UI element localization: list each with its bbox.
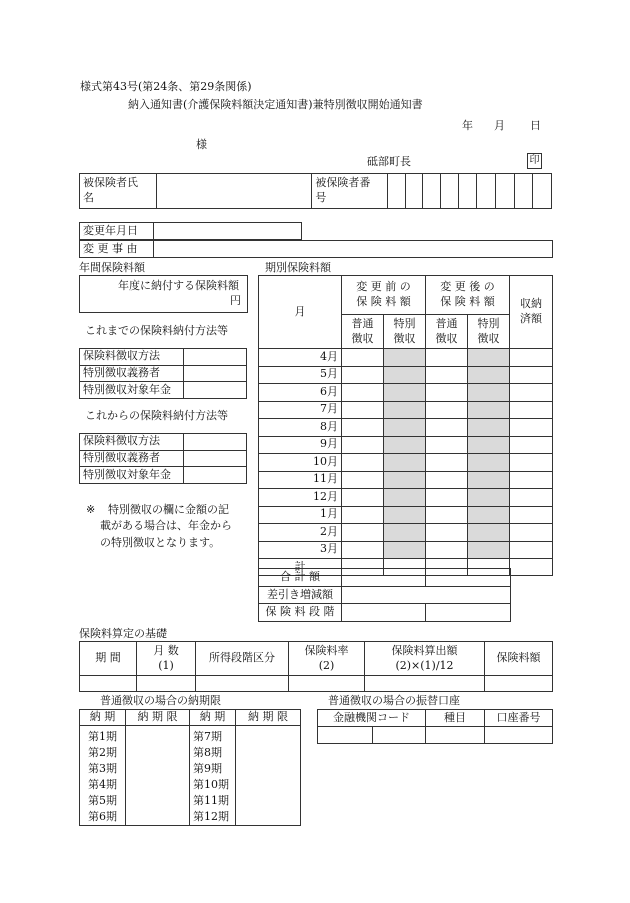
target-pension-field[interactable] [184, 382, 247, 399]
month-row [259, 471, 553, 489]
periodic-premium-heading: 期別保険料額 [265, 261, 331, 274]
amount-cell[interactable] [426, 419, 468, 437]
months-field[interactable] [137, 676, 196, 692]
insured-number-digit[interactable] [405, 174, 423, 209]
amount-cell[interactable] [510, 524, 553, 542]
month-rows [259, 349, 553, 559]
month-row [259, 436, 553, 454]
month-row [259, 524, 553, 542]
month-row [259, 419, 553, 437]
amount-cell[interactable] [510, 489, 553, 507]
annual-premium-box[interactable] [79, 275, 248, 313]
amount-cell[interactable] [468, 541, 510, 559]
collection-method-field[interactable] [184, 434, 247, 451]
month-label: 4月 [259, 349, 342, 367]
amount-cell[interactable] [426, 436, 468, 454]
special-collection-header: 特別 徴収 [468, 315, 510, 349]
amount-cell[interactable] [510, 541, 553, 559]
amount-cell[interactable] [426, 384, 468, 402]
methods-after-heading: これからの保険料納付方法等 [85, 409, 228, 422]
month-row [259, 349, 553, 367]
amount-cell[interactable] [384, 349, 426, 367]
stage-before[interactable] [342, 604, 426, 622]
target-pension-label: 特別徴収対象年金 [80, 467, 184, 484]
month-row [259, 541, 553, 559]
normal-collection-header: 普通 徴収 [426, 315, 468, 349]
month-row [259, 384, 553, 402]
month-label: 2月 [259, 524, 342, 542]
month-label: 5月 [259, 366, 342, 384]
collection-method-field[interactable] [184, 349, 247, 366]
amount-cell[interactable] [510, 506, 553, 524]
amount-cell[interactable] [510, 419, 553, 437]
note-line: の特別徴収となります。 [100, 536, 221, 549]
total-label: 計 [259, 559, 342, 576]
insured-number-digit[interactable] [533, 174, 552, 209]
target-pension-field[interactable] [184, 467, 247, 484]
month-row [259, 454, 553, 472]
note-line: 特別徴収の欄に金額の記 [108, 503, 229, 516]
insured-number-digit[interactable] [458, 174, 477, 209]
amount-cell[interactable] [342, 419, 384, 437]
month-label: 10月 [259, 454, 342, 472]
after-change-header: 変 更 後 の 保 険 料 額 [426, 276, 510, 315]
amount-cell[interactable] [384, 366, 426, 384]
period-field[interactable] [80, 676, 137, 692]
amount-cell[interactable] [384, 419, 426, 437]
bank-code-header: 金融機関コード [318, 710, 426, 727]
amount-cell[interactable] [468, 489, 510, 507]
form-number: 様式第43号(第24条、第29条関係) [80, 80, 252, 93]
calc-amount-field[interactable] [365, 676, 485, 692]
deadline-dates-right[interactable] [236, 726, 301, 826]
account-type-header: 種目 [426, 710, 485, 727]
month-row [259, 489, 553, 507]
deadline-period-header: 納 期 [190, 710, 236, 726]
basis-table [79, 641, 553, 692]
amount-cell[interactable] [342, 541, 384, 559]
amount-cell[interactable] [426, 506, 468, 524]
grand-total-before[interactable] [342, 569, 426, 587]
deadline-period-header: 納 期 [80, 710, 126, 726]
normal-collection-header: 普通 徴収 [342, 315, 384, 349]
special-collection-header: 特別 徴収 [384, 315, 426, 349]
insured-name-label: 被保険者氏 名 [80, 174, 157, 209]
date-year: 年 [462, 119, 473, 132]
collected-header: 収納 済額 [510, 276, 553, 349]
methods-before-heading: これまでの保険料納付方法等 [85, 324, 228, 337]
amount-cell[interactable] [384, 541, 426, 559]
deadlines-heading: 普通徴収の場合の納期限 [100, 694, 221, 707]
amount-cell[interactable] [468, 524, 510, 542]
date-month: 月 [494, 119, 505, 132]
amount-cell[interactable] [342, 384, 384, 402]
change-date-field[interactable] [154, 223, 302, 240]
deadline-periods-left: 第1期 第2期 第3期 第4期 第5期 第6期 [80, 726, 126, 826]
seal-mark: 印 [527, 153, 542, 169]
insured-number-label: 被保険者番 号 [312, 174, 388, 209]
grand-total-label: 合 計 額 [259, 569, 342, 587]
months-header: 月 数 (1) [137, 642, 196, 676]
methods-after-table [79, 433, 247, 484]
income-stage-field[interactable] [196, 676, 289, 692]
amount-cell[interactable] [468, 349, 510, 367]
insured-number-digit[interactable] [514, 174, 533, 209]
issuer-name: 砥部町長 [367, 155, 411, 168]
change-date-table [79, 222, 302, 240]
amount-cell[interactable] [468, 401, 510, 419]
month-header: 月 [259, 276, 342, 349]
amount-cell[interactable] [342, 401, 384, 419]
month-label: 11月 [259, 471, 342, 489]
amount-cell[interactable] [384, 506, 426, 524]
deadlines-table [79, 709, 301, 826]
amount-cell[interactable] [468, 384, 510, 402]
amount-cell[interactable] [342, 454, 384, 472]
amount-cell[interactable] [426, 349, 468, 367]
amount-cell[interactable] [468, 454, 510, 472]
difference-label: 差引き増減額 [259, 586, 342, 604]
income-stage-header: 所得段階区分 [196, 642, 289, 676]
amount-cell[interactable] [426, 541, 468, 559]
amount-cell[interactable] [426, 524, 468, 542]
premium-amount-field[interactable] [485, 676, 553, 692]
amount-cell[interactable] [342, 506, 384, 524]
deadline-date-header: 納 期 限 [126, 710, 190, 726]
amount-cell[interactable] [426, 366, 468, 384]
insured-number-digit[interactable] [495, 174, 514, 209]
month-label: 8月 [259, 419, 342, 437]
amount-cell[interactable] [510, 471, 553, 489]
collection-method-label: 保険料徴収方法 [80, 349, 184, 366]
special-collector-label: 特別徴収義務者 [80, 450, 184, 467]
account-number-field[interactable] [485, 727, 553, 744]
date-day: 日 [530, 119, 541, 132]
summary-table [258, 568, 511, 622]
amount-cell[interactable] [510, 366, 553, 384]
change-reason-table [79, 240, 553, 258]
amount-cell[interactable] [468, 419, 510, 437]
month-label: 6月 [259, 384, 342, 402]
bank-table [317, 709, 553, 744]
before-change-header: 変 更 前 の 保 険 料 額 [342, 276, 426, 315]
deadline-date-header: 納 期 限 [236, 710, 301, 726]
amount-cell[interactable] [426, 471, 468, 489]
month-row [259, 401, 553, 419]
month-label: 1月 [259, 506, 342, 524]
amount-cell[interactable] [342, 489, 384, 507]
amount-cell[interactable] [342, 366, 384, 384]
branch-code-field[interactable] [373, 727, 426, 744]
document-title: 納入通知書(介護保険料額決定通知書)兼特別徴収開始通知書 [128, 98, 423, 111]
annual-premium-heading: 年間保険料額 [79, 261, 145, 274]
month-label: 3月 [259, 541, 342, 559]
periodic-premium-table [258, 275, 553, 576]
insured-number-digit[interactable] [388, 174, 406, 209]
recipient-sama: 様 [196, 138, 207, 151]
bank-heading: 普通徴収の場合の振替口座 [328, 694, 460, 707]
amount-cell[interactable] [510, 559, 553, 576]
amount-cell[interactable] [384, 436, 426, 454]
change-date-label: 変更年月日 [80, 223, 154, 240]
insured-number-digit[interactable] [440, 174, 458, 209]
month-label: 7月 [259, 401, 342, 419]
special-collector-label: 特別徴収義務者 [80, 365, 184, 382]
yen-unit: 円 [230, 294, 241, 307]
amount-cell[interactable] [510, 349, 553, 367]
annual-premium-label: 年度に納付する保険料額 [118, 279, 239, 292]
insured-info-table [79, 173, 552, 209]
basis-heading: 保険料算定の基礎 [79, 627, 167, 640]
bank-code-field[interactable] [318, 727, 373, 744]
insured-number-digit[interactable] [477, 174, 496, 209]
amount-cell[interactable] [510, 401, 553, 419]
amount-cell[interactable] [384, 384, 426, 402]
note-line: 載がある場合は、年金から [100, 519, 232, 532]
account-type-field[interactable] [426, 727, 485, 744]
grand-total-after[interactable] [426, 569, 511, 587]
stage-after[interactable] [426, 604, 511, 622]
account-number-header: 口座番号 [485, 710, 553, 727]
amount-cell[interactable] [384, 489, 426, 507]
amount-cell[interactable] [468, 366, 510, 384]
insured-number-digit[interactable] [423, 174, 441, 209]
special-collector-field[interactable] [184, 365, 247, 382]
deadline-periods-right: 第7期 第8期 第9期 第10期 第11期 第12期 [190, 726, 236, 826]
change-reason-label: 変 更 事 由 [80, 241, 154, 258]
premium-amount-header: 保険料額 [485, 642, 553, 676]
calc-amount-header: 保険料算出額 (2)×(1)/12 [365, 642, 485, 676]
amount-cell[interactable] [384, 471, 426, 489]
amount-cell[interactable] [342, 349, 384, 367]
amount-cell[interactable] [384, 454, 426, 472]
rate-header: 保険料率 (2) [289, 642, 365, 676]
amount-cell[interactable] [510, 454, 553, 472]
amount-cell[interactable] [468, 471, 510, 489]
amount-cell[interactable] [426, 489, 468, 507]
amount-cell[interactable] [342, 436, 384, 454]
change-reason-field[interactable] [154, 241, 553, 258]
amount-cell[interactable] [426, 454, 468, 472]
rate-field[interactable] [289, 676, 365, 692]
methods-before-table [79, 348, 247, 399]
month-row [259, 506, 553, 524]
amount-cell[interactable] [342, 524, 384, 542]
month-row [259, 366, 553, 384]
premium-stage-label: 保 険 料 段 階 [259, 604, 342, 622]
insured-name-field[interactable] [156, 174, 312, 209]
target-pension-label: 特別徴収対象年金 [80, 382, 184, 399]
amount-cell[interactable] [510, 436, 553, 454]
amount-cell[interactable] [384, 524, 426, 542]
amount-cell[interactable] [468, 436, 510, 454]
amount-cell[interactable] [342, 471, 384, 489]
amount-cell[interactable] [468, 506, 510, 524]
amount-cell[interactable] [426, 401, 468, 419]
deadline-dates-left[interactable] [126, 726, 190, 826]
month-label: 9月 [259, 436, 342, 454]
period-header: 期 間 [80, 642, 137, 676]
amount-cell[interactable] [384, 401, 426, 419]
special-collector-field[interactable] [184, 450, 247, 467]
note-mark: ※ [86, 503, 96, 516]
difference-field[interactable] [342, 586, 511, 604]
month-label: 12月 [259, 489, 342, 507]
collection-method-label: 保険料徴収方法 [80, 434, 184, 451]
amount-cell[interactable] [510, 384, 553, 402]
